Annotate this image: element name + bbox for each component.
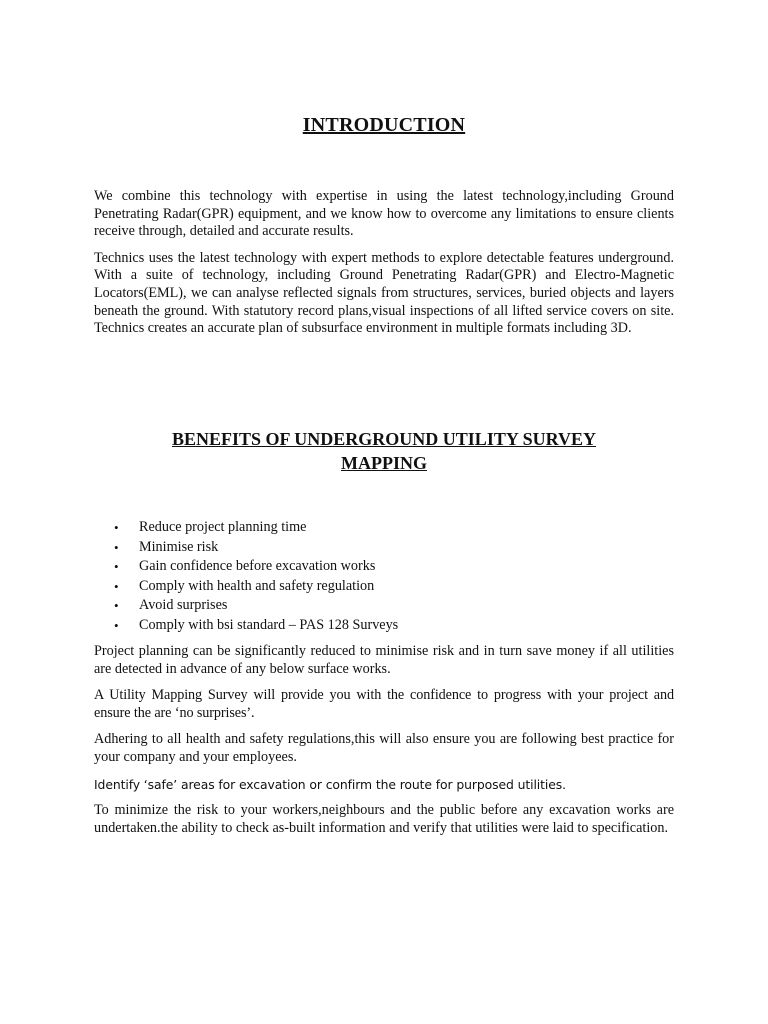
- body-paragraph: A Utility Mapping Survey will provide you with the confidence to progress with your project and ensure the are ‘no surprises’.: [94, 687, 674, 721]
- body-paragraph: Project planning can be significantly reduced to minimise risk and in turn save money if all utilities are detected in advance of any below surface works.: [94, 643, 674, 677]
- benefits-list: [94, 518, 674, 635]
- list-item: • Comply with bsi standard – PAS 128 Surveys: [94, 616, 674, 636]
- benefits-heading-line: BENEFITS OF UNDERGROUND UTILITY SURVEY: [171, 429, 597, 449]
- intro-paragraph: We combine this technology with expertise in using the latest technology,including Ground Penetrating Radar(GPR) equipment, and we know how to overcome any limitations to ensure clients receive through, detailed and accurate results.: [94, 188, 674, 240]
- body-paragraph: To minimize the risk to your workers,neighbours and the public before any excavation works are undertaken.the ability to check as-built information and verify that utilities were laid to specification.: [94, 802, 674, 836]
- list-item: • Avoid surprises: [94, 596, 674, 616]
- introduction-section: [94, 188, 674, 347]
- benefits-body: [94, 643, 674, 846]
- page-title: INTRODUCTION: [302, 114, 466, 136]
- benefits-heading-line: MAPPING: [341, 453, 427, 473]
- list-item: • Reduce project planning time: [94, 518, 674, 538]
- intro-paragraph: Technics uses the latest technology with expert methods to explore detectable features underground. With a suite of technology, including Ground Penetrating Radar(GPR) and Electro-Magnetic Locators(EML), we can analyse reflected signals from structures, services, buried objects and layers beneath the ground. With statutory record plans,visual inspections of all lifted service covers on site. Technics creates an accurate plan of subsurface environment in multiple formats including 3D.: [94, 249, 674, 337]
- body-paragraph: Identify ‘safe’ areas for excavation or confirm the route for purposed utilities.: [94, 776, 566, 792]
- list-item: • Gain confidence before excavation works: [94, 557, 674, 577]
- body-paragraph: Adhering to all health and safety regulations,this will also ensure you are following best practice for your company and your employees.: [94, 731, 674, 765]
- benefits-heading: [94, 427, 674, 475]
- list-item: • Minimise risk: [94, 538, 674, 558]
- list-item: • Comply with health and safety regulation: [94, 577, 674, 597]
